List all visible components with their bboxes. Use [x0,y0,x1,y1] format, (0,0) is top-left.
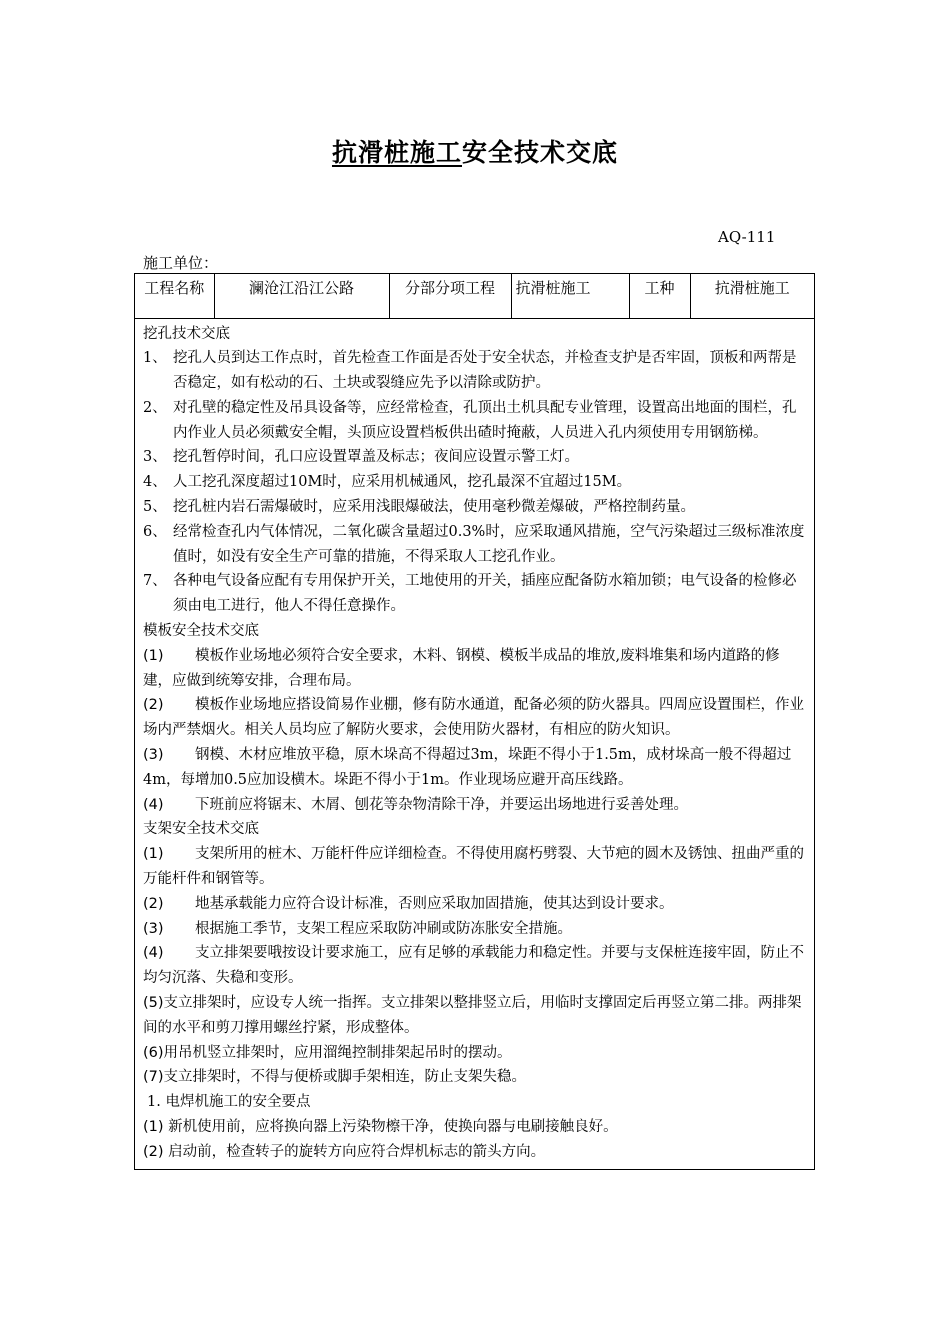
document-title-rest: 安全技术交底 [462,138,619,167]
item-text: 支立排架时，不得与便桥或脚手架相连，防止支架失稳。 [163,1069,527,1086]
item-number: (2) [143,895,164,912]
list-item [143,693,806,743]
formwork-items [143,644,806,818]
item-text: 新机使用前，应将换向器上污染物檫干净，使换向器与电刷接触良好。 [163,1119,618,1135]
item-number: (7) [143,1069,164,1086]
support-tight-items [143,991,806,1090]
project-name-value: 澜沧江沿江公路 [214,274,389,318]
list-item [143,793,806,818]
item-text: 人工挖孔深度超过10M时，应采用机械通风，挖孔最深不宜超过15M。 [173,474,632,491]
item-number: (3) [143,920,164,937]
list-item [143,346,806,396]
list-item [143,644,806,694]
item-number: (1) [143,647,164,664]
item-number: (5) [143,995,164,1012]
list-item [143,892,806,917]
sub-project-value: 抗滑桩施工 [511,274,629,318]
item-text: 支立排架要哦按设计要求施工，应有足够的承载能力和稳定性。并要与支保桩连接牢固，防止不均匀沉落、失稳和变形。 [143,945,804,987]
section-heading-formwork: 模板安全技术交底 [143,623,259,640]
list-item [143,396,806,446]
item-text: 模板作业场地应搭设简易作业棚，修有防水通道，配备必须的防火器具。四周应设置围栏，作业场内严禁烟火。相关人员均应了解防火要求，会使用防火器材，有相应的防火知识。 [143,697,804,739]
item-number: 5、 [143,499,167,516]
item-text: 支架所用的桩木、万能杆件应详细检查。不得使用腐朽劈裂、大节疤的圆木及锈蚀、扭曲严重的万能杆件和钢管等。 [143,846,804,888]
list-item [143,520,806,570]
header-table [135,274,814,319]
item-number: 2、 [143,399,167,416]
item-text: 地基承载能力应符合设计标准，否则应采取加固措施，使其达到设计要求。 [195,895,674,912]
document-code: AQ-111 [718,228,776,246]
item-text: 各种电气设备应配有专用保护开关，工地使用的开关，插座应配备防水箱加锁；电气设备的检修必须由电工进行，他人不得任意操作。 [173,573,797,615]
document-title [0,133,950,169]
item-text: 挖孔桩内岩石需爆破时，应采用浅眼爆破法，使用毫秒微差爆破，严格控制药量。 [173,499,695,516]
support-items [143,842,806,991]
item-number: 3、 [143,449,167,466]
sub-project-label: 分部分项工程 [389,274,511,318]
list-item [143,1140,806,1165]
item-number: 4、 [143,474,167,491]
list-item [143,1065,806,1090]
list-item [143,743,806,793]
item-number: (4) [143,796,164,813]
section-heading-welder: 1. 电焊机施工的安全要点 [147,1094,311,1111]
item-text: 下班前应将锯末、木屑、刨花等杂物清除干净，并要运出场地进行妥善处理。 [195,796,688,813]
item-text: 挖孔暂停时间，孔口应设置罩盖及标志；夜间应设置示警工灯。 [173,449,579,466]
dig-items [143,346,806,619]
list-item [143,917,806,942]
project-name-label: 工程名称 [135,274,214,318]
disclosure-table [134,273,815,1170]
item-text: 支立排架时，应设专人统一指挥。支立排架以整排竖立后，用临时支撑固定后再竖立第二排。两排架间的水平和剪刀撑用螺丝拧紧，形成整体。 [143,995,802,1036]
list-item [143,495,806,520]
item-text: 对孔壁的稳定性及吊具设备等，应经常检查，孔顶出土机具配专业管理，设置高出地面的围栏，孔内作业人员必须戴安全帽，头顶应设置档板供出碴时掩蔽，人员进入孔内须使用专用钢筋梯。 [173,399,797,441]
item-text: 模板作业场地必须符合安全要求，木料、钢模、模板半成品的堆放,废料堆集和场内道路的修建，应做到统筹安排，合理布局。 [143,647,780,689]
section-heading-dig: 挖孔技术交底 [143,325,230,342]
document-title-underlined: 抗滑桩施工 [331,138,462,167]
item-number: (1) [143,846,164,863]
section-heading-support: 支架安全技术交底 [143,821,259,838]
trade-label: 工种 [629,274,690,318]
item-text: 用吊机竖立排架时，应用溜绳控制排架起吊时的摆动。 [163,1044,512,1061]
list-item [143,445,806,470]
item-number: (2) [143,697,164,714]
item-number: 6、 [143,523,167,540]
list-item [143,1041,806,1066]
item-number: (3) [143,747,164,764]
item-text: 挖孔人员到达工作点时，首先检查工作面是否处于安全状态，并检查支护是否牢固，顶板和两帮是否稳定，如有松动的石、土块或裂缝应先予以清除或防护。 [173,350,797,392]
item-number: (1) [143,1119,164,1135]
item-text: 钢模、木材应堆放平稳，原木垛高不得超过3m，垛距不得小于1.5m，成材垛高一般不得超过4m，每增加0.5应加设横木。垛距不得小于1m。作业现场应避开高压线路。 [143,747,792,788]
item-text: 启动前，检查转子的旋转方向应符合焊机标志的箭头方向。 [163,1143,546,1160]
item-number: (6) [143,1044,164,1061]
list-item [143,1115,806,1140]
construction-unit-label: 施工单位： [143,254,219,272]
welder-items [143,1115,806,1165]
item-number: 1、 [143,350,167,367]
item-text: 经常检查孔内气体情况，二氧化碳含量超过0.3%时，应采取通风措施，空气污染超过三级标准浓度值时，如没有安全生产可靠的措施，不得采取人工挖孔作业。 [173,523,805,565]
disclosure-body [135,319,814,1169]
list-item [143,991,806,1041]
item-number: 7、 [143,573,167,590]
list-item [143,842,806,892]
list-item [143,941,806,991]
list-item [143,569,806,619]
list-item [143,470,806,495]
item-number: (4) [143,945,164,962]
trade-value: 抗滑桩施工 [690,274,814,318]
item-number: (2) [143,1143,164,1160]
item-text: 根据施工季节，支架工程应采取防冲刷或防冻胀安全措施。 [195,920,572,937]
